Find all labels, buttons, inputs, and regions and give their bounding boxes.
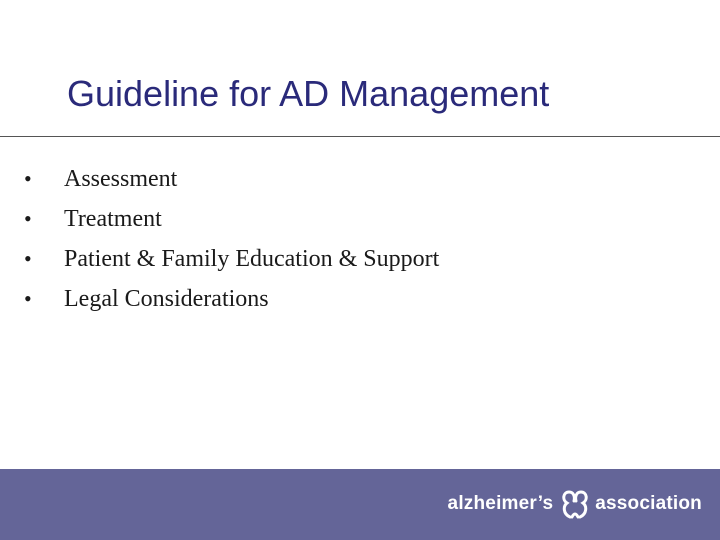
logo-text-left: alzheimer’s [447,493,554,514]
bullet-dot-icon: • [24,166,32,191]
bullet-list [24,159,439,319]
logo-text-right: association [595,493,702,514]
bullet-item-legal [24,279,439,319]
bullet-dot-icon: • [24,286,32,311]
bullet-dot-icon: • [24,206,32,231]
title-divider [0,136,720,137]
bullet-item-treatment [24,199,439,239]
bullet-text: Treatment [64,205,162,232]
alzheimers-association-logo [448,487,702,521]
bullet-text: Assessment [64,165,178,192]
bullet-dot-icon: • [24,246,32,271]
bullet-text: Patient & Family Education & Support [64,245,440,272]
footer-band [0,469,720,540]
interlocking-heads-logo-icon [559,488,591,520]
bullet-item-assessment [24,159,439,199]
bullet-text: Legal Considerations [64,285,269,312]
bullet-item-education-support [24,239,439,279]
slide-title: Guideline for AD Management [67,73,550,114]
